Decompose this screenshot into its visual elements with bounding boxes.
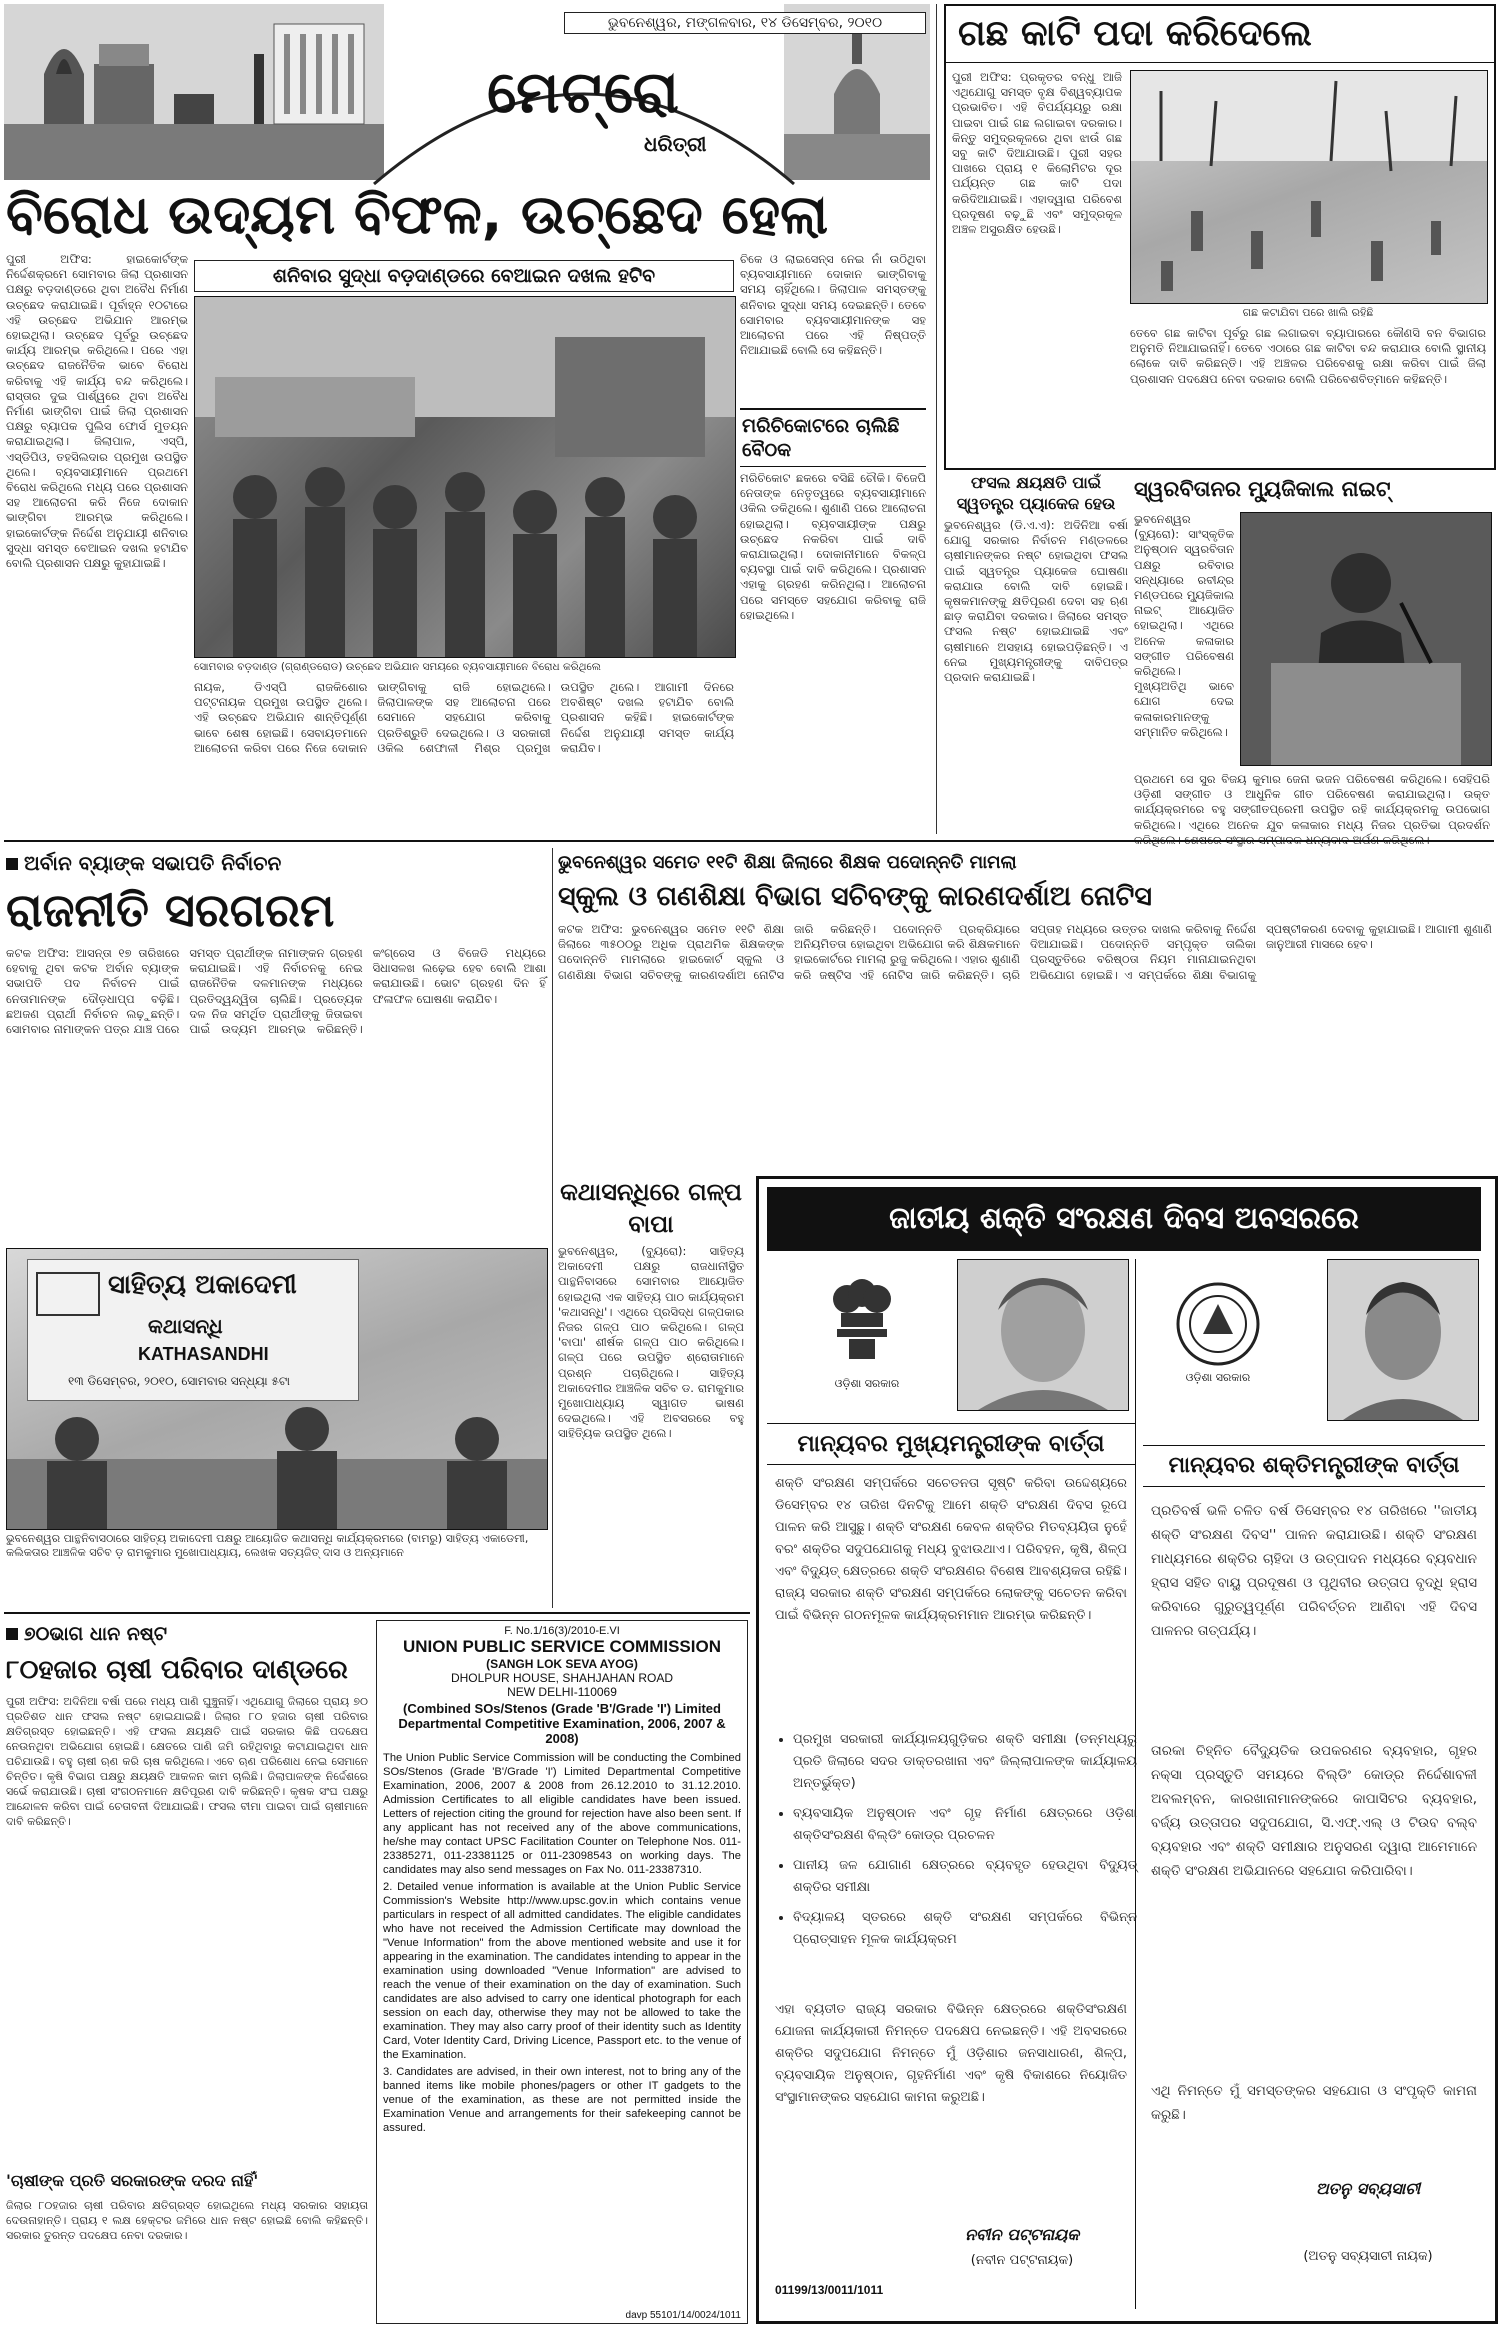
cm-bullets <box>775 1729 1137 1989</box>
paddy-text: ପୁରୀ ଅଫିସ: ଅଦିନିଆ ବର୍ଷା ପରେ ମଧ୍ୟ ପାଣି ଘୁଞ୍ଚୁନାହିଁ। ଏଥିଯୋଗୁ ଜିଲାରେ ପ୍ରାୟ ୭୦ ପ୍ରତିଶତ ଧାନ ଫସଲ ନଷ୍ଟ ହୋଇଯାଇଛି। ଜିଲାର ୮୦ ହଜାର ଚାଷୀ ପରିବାର କ୍ଷତିଗ୍ରସ୍ତ ହୋଇଛନ୍ତି। ଏହି ଫସଲ କ୍ଷୟକ୍ଷତି ପାଇଁ ସରକାର କିଛି ପଦକ୍ଷେପ ନେଉନଥିବା ଅଭିଯୋଗ ହୋଇଛି। କ୍ଷେତରେ ପାଣି ଜମି ରହିଥିବାରୁ କଟାଯାଇଥିବା ଧାନ ପଚିଯାଉଛି। ବହୁ ଚାଷୀ ଋଣ କରି ଚାଷ କରିଥିଲେ। ଏବେ ଋଣ ପରିଶୋଧ ନେଇ ସେମାନେ ଚିନ୍ତିତ। କୃଷି ବିଭାଗ ପକ୍ଷରୁ କ୍ଷୟକ୍ଷତି ଆକଳନ କାମ ଚାଲିଛି। ଜିଲାପାଳଙ୍କ ନିର୍ଦ୍ଦେଶରେ ସର୍ଭେ କରାଯାଉଛି। ଚାଷୀ ସଂଗଠନମାନେ କ୍ଷତିପୂରଣ ଦାବି କରିଛନ୍ତି। କୃଷକ ସଂଘ ପକ୍ଷରୁ ଆନ୍ଦୋଳନ କରିବା ପାଇଁ ଚେତାବନୀ ଦିଆଯାଇଛି। ଫସଲ ବୀମା ପାଇବା ପାଇଁ ଚାଷୀମାନେ ଦାବି କରିଛନ୍ତି। <box>6 1695 368 1828</box>
cm-photo <box>957 1259 1129 1411</box>
lead-photo-caption: ସୋମବାର ବଡ଼ଦାଣ୍ଡ (ଗ୍ରାଣ୍ଡରୋଡ) ଉଚ୍ଛେଦ ଅଭିଯାନ ସମୟରେ ବ୍ୟବସାୟୀମାନେ ବିରୋଧ କରିଥିଲେ <box>194 661 601 673</box>
masthead <box>4 4 930 180</box>
lead-subhead: ଶନିବାର ସୁଦ୍ଧା ବଡ଼ଦାଣ୍ଡରେ ବେଆଇନ ଦଖଲ ହଟିବ <box>194 260 734 292</box>
masthead-title: ମେଟ୍ରୋ <box>487 58 681 126</box>
upsc-notice <box>376 1620 748 2324</box>
minister-section <box>1143 1259 1485 2309</box>
sahitya-banner <box>27 1259 359 1401</box>
kathasandhi-headline: କଥାସନ୍ଧିରେ ଗଳ୍ପ ବାପା <box>560 1178 742 1238</box>
meeting-box <box>740 408 926 834</box>
cm-name: (ନବୀନ ପଟ୍ଟନାୟକ) <box>970 2253 1074 2268</box>
musical-headline: ସ୍ୱରବିତାନର ମ୍ୟୁଜିକାଲ ନାଇଟ୍ <box>1134 477 1391 501</box>
paddy-kicker: ୭୦ଭାଗ ଧାନ ନଷ୍ଟ <box>6 1620 368 1648</box>
lead-bottom-text: ନାୟକ, ଡିଏସ୍‌ପି ରାଜକିଶୋର ପଟ୍ଟନାୟକ ପ୍ରମୁଖ ଉପସ୍ଥିତ ଥିଲେ। ଏହି ଉଚ୍ଛେଦ ଅଭିଯାନ ଶାନ୍ତିପୂର୍ଣ୍ଣ ଭାବେ ଶେଷ ହୋଇଛି। ସେବାୟତମାନେ ଆଲୋଚନା କରିବା ପରେ ନିଜେ ଦୋକାନ ଭାଙ୍ଗିବାକୁ ରାଜି ହୋଇଥିଲେ। ଜିଲାପାଳଙ୍କ ସହ ଆଲୋଚନା ପରେ ସେମାନେ ସହଯୋଗ କରିବାକୁ ପ୍ରତିଶ୍ରୁତି ଦେଇଥିଲେ। ଓ ସରକାରୀ ଓକିଲ ଶେଫାଳୀ ମିଶ୍ର ପ୍ରମୁଖ ଉପସ୍ଥିତ ଥିଲେ। ଆଗାମୀ ଦିନରେ ଅବଶିଷ୍ଟ ଦଖଲ ହଟାଯିବ ବୋଲି ପ୍ରଶାସନ କହିଛି। ହାଇକୋର୍ଟଙ୍କ ନିର୍ଦ୍ଦେଶ ଅନୁଯାୟୀ ସମସ୍ତ କାର୍ଯ୍ୟ କରାଯିବ। <box>194 680 734 755</box>
cm-heading: ମାନ୍ୟବର ମୁଖ୍ୟମନ୍ତ୍ରୀଙ୍କ ବାର୍ତ୍ତା <box>767 1423 1135 1465</box>
energy-ad <box>756 1176 1498 2324</box>
cm-bullet: • ବିଦ୍ୟାଳୟ ସ୍ତରରେ ଶକ୍ତି ସଂରକ୍ଷଣ ସମ୍ପର୍କରେ ବିଭିନ୍ନ ପ୍ରୋତ୍ସାହନ ମୂଳକ କାର୍ଯ୍ୟକ୍ରମ <box>793 1907 1137 1951</box>
urban-bank-headline: ରାଜନୀତି ସରଗରମ <box>6 883 335 937</box>
kathasandhi-text: ଭୁବନେଶ୍ୱର, (ବ୍ୟୁରୋ): ସାହିତ୍ୟ ଅକାଦେମୀ ପକ୍ଷରୁ ରାଜଧାନୀସ୍ଥିତ ପାନ୍ଥନିବାସରେ ସୋମବାର ଆୟୋଜିତ ହୋଇଥିଲା ଏକ ସାହିତ୍ୟ ପାଠ କାର୍ଯ୍ୟକ୍ରମ 'କଥାସନ୍ଧି'। ଏଥିରେ ପ୍ରସିଦ୍ଧ ଗଳ୍ପକାର ନିଜର ଗଳ୍ପ ପାଠ କରିଥିଲେ। ଗଳ୍ପ 'ବାପା' ଶୀର୍ଷକ ଗଳ୍ପ ପାଠ କରିଥିଲେ। ଗଳ୍ପ ପରେ ଉପସ୍ଥିତ ଶ୍ରୋତାମାନେ ପ୍ରଶ୍ନ ପଚାରିଥିଲେ। ସାହିତ୍ୟ ଅକାଦେମୀର ଆଞ୍ଚଳିକ ସଚିବ ଡ. ରାମକୁମାର ମୁଖୋପାଧ୍ୟାୟ ସ୍ୱାଗତ ଭାଷଣ ଦେଇଥିଲେ। ଏହି ଅବସରରେ ବହୁ ସାହିତ୍ୟିକ ଉପସ୍ଥିତ ଥିଲେ। <box>558 1244 744 1441</box>
cm-section <box>767 1259 1136 2309</box>
upsc-p3: 3. Candidates are advised, in their own interest, not to bring any of the banned items like mobile phones/pagers or other IT gadgets to the venue of the examination, as these are not permitted inside the Examination Venue and arrangements for their safekeeping cannot be assured. <box>383 2066 741 2134</box>
teachers-text: କଟକ ଅଫିସ: ଭୁବନେଶ୍ୱର ସମେତ ୧୧ଟି ଶିକ୍ଷା ଜିଲାରେ ୩୫୦୦ରୁ ଅଧିକ ପ୍ରାଥମିକ ଶିକ୍ଷକଙ୍କ ପଦୋନ୍ନତି ମାମଲାରେ ହାଇକୋର୍ଟ ସ୍କୁଲ ଓ ଗଣଶିକ୍ଷା ବିଭାଗ ସଚିବଙ୍କୁ କାରଣଦର୍ଶାଅ ନୋଟିସ ଜାରି କରିଛନ୍ତି। ପଦୋନ୍ନତି ପ୍ରକ୍ରିୟାରେ ଅନିୟମିତତା ହୋଇଥିବା ଅଭିଯୋଗ କରି ଶିକ୍ଷକମାନେ ହାଇକୋର୍ଟରେ ମାମଲା ରୁଜୁ କରିଥିଲେ। ଏହାର ଶୁଣାଣି କରି ଜଷ୍ଟିସ ଏହି ନୋଟିସ ଜାରି କରିଛନ୍ତି। ଚାରି ସପ୍ତାହ ମଧ୍ୟରେ ଉତ୍ତର ଦାଖଲ କରିବାକୁ ନିର୍ଦ୍ଦେଶ ଦିଆଯାଇଛି। ପଦୋନ୍ନତି ସମ୍ପୃକ୍ତ ତାଲିକା ପ୍ରସ୍ତୁତିରେ ବରିଷ୍ଠତା ନିୟମ ମାନାଯାଇନଥିବା ଅଭିଯୋଗ ହୋଇଛି। ଏ ସମ୍ପର୍କରେ ଶିକ୍ଷା ବିଭାଗକୁ ସ୍ପଷ୍ଟୀକରଣ ଦେବାକୁ କୁହାଯାଇଛି। ଆଗାମୀ ଶୁଣାଣି ଜାନୁଆରୀ ମାସରେ ହେବ। <box>558 922 1492 982</box>
cm-portrait-image <box>958 1260 1128 1410</box>
lead-col-right: ଚିକେ ଓ ଲାଇସେନ୍ସ ନେଇ ନାଁ ଉଠିଥିବା ବ୍ୟବସାୟୀମାନେ ଦୋକାନ ଭାଙ୍ଗିବାକୁ ସମୟ ଚାହିଁଥିଲେ। ଜିଲାପାଳ ସମସ୍ତଙ୍କୁ ଶନିବାର ସୁଦ୍ଧା ସମୟ ଦେଇଛନ୍ତି। ତେବେ ସୋମବାର ବ୍ୟବସାୟୀମାନଙ୍କ ସହ ଆଲୋଚନା ପରେ ଏହି ନିଷ୍ପତ୍ତି ନିଆଯାଇଛି ବୋଲି ସେ କହିଛନ୍ତି। <box>740 252 926 358</box>
energy-ad-banner: ଜାତୀୟ ଶକ୍ତି ସଂରକ୍ଷଣ ଦିବସ ଅବସରରେ <box>767 1187 1481 1251</box>
upsc-title: UNION PUBLIC SERVICE COMMISSION <box>403 1637 721 1656</box>
dateline: ଭୁବନେଶ୍ୱର, ମଙ୍ଗଳବାର, ୧୪ ଡିସେମ୍ବର, ୨୦୧୦ <box>564 12 926 34</box>
lead-headline: ବିରୋଧ ଉଦ୍ୟମ ବିଫଳ, ଉଚ୍ଛେଦ ହେଲା <box>6 183 829 246</box>
upsc-sub2: DHOLPUR HOUSE, SHAHJAHAN ROAD <box>450 1671 674 1685</box>
trees-text: ପୁରୀ ଅଫିସ: ପ୍ରକୃତର ବନ୍ଧୁ ଆଜି ଏଥିଯୋଗୁ ସମସ୍ତ ବୃକ୍ଷ ବିଶ୍ୱବ୍ୟାପକ ପ୍ରଭାବିତ। ଏହି ବିପର୍ଯ୍ୟୟରୁ ରକ୍ଷା ପାଇବା ପାଇଁ ଗଛ ଲଗାଇବା ଦରକାର। କିନ୍ତୁ ସମୁଦ୍ରକୂଳରେ ଥିବା ଝାଉଁ ଗଛ ସବୁ କାଟି ଦିଆଯାଉଛି। ପୁରୀ ସହର ପାଖରେ ପ୍ରାୟ ୧ କିଲୋମିଟର ଦୂର ପର୍ଯ୍ୟନ୍ତ ଗଛ କାଟି ପଦା କରିଦିଆଯାଇଛି। ଏହାଦ୍ୱାରା ପରିବେଶ ପ୍ରଦୂଷଣ ବଢ଼ୁଛି ଏବଂ ସମୁଦ୍ରକୂଳ ଅଞ୍ଚଳ ଅସୁରକ୍ଷିତ ହେଉଛି। <box>952 70 1122 237</box>
square-bullet-icon <box>6 1628 18 1640</box>
trees-box <box>944 4 1496 470</box>
paddy-text2: ଜିଲାର ୮୦ହଜାର ଚାଷୀ ପରିବାର କ୍ଷତିଗ୍ରସ୍ତ ହୋଇଥିଲେ ମଧ୍ୟ ସରକାର ସହାୟତା ଦେଉନାହାନ୍ତି। ପ୍ରାୟ ୧ ଲକ୍ଷ ହେକ୍ଟର ଜମିରେ ଧାନ ନଷ୍ଟ ହୋଇଛି ବୋଲି କହିଛନ୍ତି। ସରକାର ତୁରନ୍ତ ପଦକ୍ଷେପ ନେବା ଦରକାର। <box>6 2199 368 2242</box>
upsc-p1: The Union Public Service Commission will be conducting the Combined SOs/Stenos (Grade 'B'/Grade 'I') Limited Departmental Competitive Examination, 2006, 2007 & 2008 from 26.12.2010 to 31.12.2010. Admission Certificates to all eligible candidates have been issued. Letters of rejection citing the ground for rejection have also been sent. If any applicant has not received any of the above communications, he/she may contact UPSC Facilitation Counter on Telephone Nos. 011-23385271, 011-23381125 or 011-23098543 on working days. The candidates may also send messages on Fax No. 011-23387310. <box>383 1752 741 1876</box>
sahitya-banner-en: KATHASANDHI <box>138 1344 269 1364</box>
package-box <box>944 472 1128 832</box>
sahitya-banner-title: ସାହିତ୍ୟ ଅକାଦେମୀ <box>108 1270 297 1300</box>
urban-bank-text: କଟକ ଅଫିସ: ଆସନ୍ତା ୧୭ ତାରିଖରେ ହେବାକୁ ଥିବା କଟକ ଅର୍ବାନ ବ୍ୟାଙ୍କ ସଭାପତି ପଦ ନିର୍ବାଚନ ପାଇଁ ନେତାମାନଙ୍କ ଦୌଡ଼ଧାପ୍ପ ବଢ଼ିଛି। ଛଅଜଣ ପ୍ରାର୍ଥୀ ନିର୍ବାଚନ ଲଢ଼ୁଛନ୍ତି। ସୋମବାର ନାମାଙ୍କନ ପତ୍ର ଯାଞ୍ଚ ପରେ ସମସ୍ତ ପ୍ରାର୍ଥୀଙ୍କ ନାମାଙ୍କନ ଗ୍ରହଣ କରାଯାଇଛି। ଏହି ନିର୍ବାଚନକୁ ନେଇ ରାଜନୈତିକ ଦଳମାନଙ୍କ ମଧ୍ୟରେ ପ୍ରତିଦ୍ୱନ୍ଦ୍ୱିତା ଚାଲିଛି। ପ୍ରତ୍ୟେକ ଦଳ ନିଜ ସମର୍ଥିତ ପ୍ରାର୍ଥୀଙ୍କୁ ଜିତାଇବା ପାଇଁ ଉଦ୍ୟମ ଆରମ୍ଭ କରିଛନ୍ତି। କଂଗ୍ରେସ ଓ ବିଜେଡି ମଧ୍ୟରେ ସିଧାସଳଖ ଲଢ଼େଇ ହେବ ବୋଲି ଆଶା କରାଯାଉଛି। ଭୋଟ ଗ୍ରହଣ ଦିନ ହିଁ ଫଳାଫଳ ଘୋଷଣା କରାଯିବ। <box>6 946 546 1037</box>
minister-p2: ତାରକା ଚିହ୍ନିତ ବୈଦ୍ୟୁତିକ ଉପକରଣର ବ୍ୟବହାର, ଗୃହର ନକ୍ସା ପ୍ରସ୍ତୁତି ସମୟରେ ବିଲ୍ଡିଂ କୋଡ୍‌ର ନିର୍ଦ୍ଦେଶାବଳୀ ଅବଲମ୍ବନ, କାରଖାନାମାନଙ୍କରେ କାପାସିଟର ବ୍ୟବହାର, ବର୍ଜ୍ୟ ଉତ୍ତାପର ସଦୁପଯୋଗ, ସି.ଏଫ୍.ଏଲ୍ ଓ ଟିଉବ ବଲ୍‌ବ ବ୍ୟବହାର ଏବଂ ଶକ୍ତି ସମୀକ୍ଷାର ଅନୁସରଣ ଦ୍ୱାରା ଆମେମାନେ ଶକ୍ତି ସଂରକ୍ଷଣ ଅଭିଯାନରେ ସହଯୋଗ କରିପାରିବା। <box>1151 1743 1477 1879</box>
cm-outro: ଏହା ବ୍ୟତୀତ ରାଜ୍ୟ ସରକାର ବିଭିନ୍ନ କ୍ଷେତ୍ରରେ ଶକ୍ତିସଂରକ୍ଷଣ ଯୋଜନା କାର୍ଯ୍ୟକାରୀ ନିମନ୍ତେ ପଦକ୍ଷେପ ନେଇଛନ୍ତି। ଏହି ଅବସରରେ ଶକ୍ତିର ସଦୁପଯୋଗ ନିମନ୍ତେ ମୁଁ ଓଡ଼ିଶାର ଜନସାଧାରଣ, ଶିଳ୍ପ, ବ୍ୟବସାୟିକ ଅନୁଷ୍ଠାନ, ଗୃହନିର୍ମାଣ ଏବଂ କୃଷି ବିକାଶରେ ନିୟୋଜିତ ସଂସ୍ଥାମାନଙ୍କର ସହଯୋଗ କାମନା କରୁଅଛି। <box>775 2002 1127 2105</box>
cm-signature: ନବୀନ ପଟ୍ଟନାୟକ <box>964 2225 1080 2244</box>
upsc-p2: 2. Detailed venue information is available at the Union Public Service Commission's Website http://www.upsc.gov.in which contains venue particulars in respect of all admitted candidates. The eligible candidates who have not received the Admission Certificate may download the "Venue Information" from the above mentioned website and use it for appearing in the examination. The candidates intending to appear in the examination using downloaded "Venue Information" are advised to reach the venue of their examination on the day of examination. Such candidates are also advised to carry one identical photograph for each session on each day, otherwise they may not be allowed to take the examination. They may also carry proof of their identity such as Identity Card, Voter Identity Card, Driving Licence, Passport etc. to the venue of the Examination. <box>383 1881 741 2061</box>
sahitya-banner-date: ୧୩ ଡିସେମ୍ବର, ୨୦୧୦, ସୋମବାର ସନ୍ଧ୍ୟା ୫ଟା <box>68 1374 290 1388</box>
cm-bullet: • ପ୍ରମୁଖ ସରକାରୀ କାର୍ଯ୍ୟାଳୟଗୁଡ଼ିକର ଶକ୍ତି ସମୀକ୍ଷା (ତନ୍ମଧ୍ୟରୁ ପ୍ରତି ଜିଲାରେ ସଦର ଡାକ୍ତରଖାନା ଏବଂ ଜିଲ୍ଲାପାଳଙ୍କ କାର୍ଯ୍ୟାଳୟ ଅନ୍ତର୍ଭୁକ୍ତ) <box>793 1729 1137 1795</box>
upsc-ref: F. No.1/16(3)/2010-E.VI <box>504 1625 620 1637</box>
minister-name: (ଅତନୁ ସବ୍ୟସାଚୀ ନାୟକ) <box>1303 2249 1433 2264</box>
cm-bullet: • ପାନୀୟ ଜଳ ଯୋଗାଣ କ୍ଷେତ୍ରରେ ବ୍ୟବହୃତ ହେଉଥିବା ବିଦ୍ୟୁତ୍ ଶକ୍ତିର ସମୀକ୍ଷା <box>793 1855 1137 1899</box>
trees-bottom-text: ତେବେ ଗଛ କାଟିବା ପୂର୍ବରୁ ଗଛ ଲଗାଇବା ବ୍ୟାପାରରେ କୌଣସି ବନ ବିଭାଗର ଅନୁମତି ନିଆଯାଇନାହିଁ। ତେବେ ଏଠାରେ ଗଛ କାଟିବା ବନ୍ଦ କରାଯାଉ ବୋଲି ସ୍ଥାନୀୟ ଲୋକେ ଦାବି କରିଛନ୍ତି। ଏହି ଅଞ୍ଚଳର ପରିବେଶକୁ ରକ୍ଷା କରିବା ପାଇଁ ଜିଲା ପ୍ରଶାସନ ପଦକ୍ଷେପ ନେବା ଦରକାର ବୋଲି ପରିବେଶବିତ୍‌ମାନେ କହିଛନ୍ତି। <box>1130 326 1486 386</box>
minister-p3: ଏଥି ନିମନ୍ତେ ମୁଁ ସମସ୍ତଙ୍କର ସହଯୋଗ ଓ ସଂପୃକ୍ତି କାମନା କରୁଛି। <box>1151 2083 1477 2123</box>
teachers-kicker: ଭୁବନେଶ୍ୱର ସମେତ ୧୧ଟି ଶିକ୍ଷା ଜିଲାରେ ଶିକ୍ଷକ ପଦୋନ୍ନତି ମାମଲା <box>558 852 1017 873</box>
upsc-exam: (Combined SOs/Stenos (Grade 'B'/Grade 'I') Limited Departmental Competitive Examination, 2006, 2007 & 2008) <box>398 1701 726 1746</box>
govt-label: ଓଡ଼ିଶା ସରକାର <box>834 1377 900 1390</box>
musical-box <box>1134 472 1492 832</box>
minister-heading: ମାନ୍ୟବର ଶକ୍ତିମନ୍ତ୍ରୀଙ୍କ ବାର୍ତ୍ତା <box>1143 1445 1485 1487</box>
minister-signature: ଅତନୁ ସବ୍ୟସାଚୀ <box>1315 2179 1421 2198</box>
meeting-text: ମରିଚିକୋଟ ଛକରେ ବସିଛି ଚୌକି। ବିଜେପି ନେତାଙ୍କ ନେତୃତ୍ୱରେ ବ୍ୟବସାୟୀମାନେ ଓକିଲ ଡକିଥିଲେ। ଶୁଣାଣି ପରେ ଆଲୋଚନା ହୋଇଥିଲା। ବ୍ୟବସାୟୀଙ୍କ ପକ୍ଷରୁ ଉଚ୍ଛେଦ ନକରିବା ପାଇଁ ଦାବି କରାଯାଇଥିଲା। ଦୋକାନୀମାନେ ବିକଳ୍ପ ବ୍ୟବସ୍ଥା ପାଇଁ ଦାବି କରିଥିଲେ। ପ୍ରଶାସନ ଏହାକୁ ଗ୍ରହଣ କରିନଥିଲା। ଆଲୋଚନା ପରେ ସମସ୍ତେ ସହଯୋଗ କରିବାକୁ ରାଜି ହୋଇଥିଲେ। <box>740 471 926 622</box>
cm-intro: ଶକ୍ତି ସଂରକ୍ଷଣ ସମ୍ପର୍କରେ ସଚେତନତା ସୃଷ୍ଟି କରିବା ଉଦ୍ଦେଶ୍ୟରେ ଡିସେମ୍ବର ୧୪ ତାରିଖ ଦିନଟିକୁ ଆମେ ଶକ୍ତି ସଂରକ୍ଷଣ ଦିବସ ରୂପେ ପାଳନ କରି ଆସୁଛୁ। ଶକ୍ତି ସଂରକ୍ଷଣ କେବଳ ଶକ୍ତିର ମିତବ୍ୟୟିତା ନୁହେଁ ବରଂ ଶକ୍ତିର ସଦୁପଯୋଗକୁ ମଧ୍ୟ ବୁଝାଉଥାଏ। ପରିବହନ, କୃଷି, ଶିଳ୍ପ ଏବଂ ବିଦ୍ୟୁତ୍ କ୍ଷେତ୍ରରେ ଶକ୍ତି ସଂରକ୍ଷଣର ବିଶେଷ ଆବଶ୍ୟକତା ରହିଛି। ରାଜ୍ୟ ସରକାର ଶକ୍ତି ସଂରକ୍ଷଣ ସମ୍ପର୍କରେ ଲୋକଙ୍କୁ ସଚେତନ କରିବା ପାଇଁ ବିଭିନ୍ନ ଗଠନମୂଳକ କାର୍ଯ୍ୟକ୍ରମମାନ ଆରମ୍ଭ କରିଛନ୍ତି। <box>775 1476 1127 1623</box>
paddy-quote: 'ଚାଷୀଙ୍କ ପ୍ରତି ସରକାରଙ୍କ ଦରଦ ନାହିଁ' <box>6 2171 259 2190</box>
ashoka-emblem-icon <box>827 1269 897 1379</box>
sahitya-caption: ଭୁବନେଶ୍ୱର ପାନ୍ଥନିବାସଠାରେ ସାହିତ୍ୟ ଅକାଦେମୀ ପକ୍ଷରୁ ଆୟୋଜିତ କଥାସନ୍ଧି କାର୍ଯ୍ୟକ୍ରମରେ (ବାମରୁ) ସାହିତ୍ୟ ଏକାଡେମୀ, କଲିକତାର ଆଞ୍ଚଳିକ ସଚିବ ଡ଼ ରାମକୁମାର ମୁଖୋପାଧ୍ୟାୟ, ଲେଖକ ସତ୍ୟଜିତ୍ ଦାସ ଓ ଅନ୍ୟମାନେ <box>6 1532 529 1559</box>
sahitya-photo <box>6 1248 548 1530</box>
sahitya-logo-icon <box>36 1272 100 1316</box>
upsc-sub1: (SANGH LOK SEVA AYOG) <box>486 1657 638 1671</box>
upsc-sub3: NEW DELHI-110069 <box>507 1685 617 1699</box>
minister-p1: ପ୍ରତିବର୍ଷ ଭଳି ଚଳିତ ବର୍ଷ ଡିସେମ୍ବର ୧୪ ତାରିଖରେ ''ଜାତୀୟ ଶକ୍ତି ସଂରକ୍ଷଣ ଦିବସ'' ପାଳନ କରାଯାଉଛି। ଶକ୍ତି ସଂରକ୍ଷଣ ମାଧ୍ୟମରେ ଶକ୍ତିର ଚାହିଦା ଓ ଉତ୍ପାଦନ ମଧ୍ୟରେ ବ୍ୟବଧାନ ହ୍ରାସ ସହିତ ବାୟୁ ପ୍ରଦୂଷଣ ଓ ପୃଥିବୀର ଉତ୍ତାପ ବୃଦ୍ଧି ହ୍ରାସ କରିବାରେ ଗୁରୁତ୍ୱପୂର୍ଣ୍ଣ ପରିବର୍ତ୍ତନ ଆଣିବା ଏହି ଦିବସ ପାଳନର ତାତ୍ପର୍ଯ୍ୟ। <box>1151 1503 1477 1639</box>
emblem2-label: ଓଡ଼ିଶା ସରକାର <box>1185 1371 1251 1384</box>
singer-image <box>1241 513 1491 765</box>
urban-bank-kicker: ଅର୍ବାନ ବ୍ୟାଙ୍କ ସଭାପତି ନିର୍ବାଚନ <box>6 848 546 878</box>
upsc-footer: davp 55101/14/0024/1011 <box>625 2310 741 2321</box>
cm-bullet: • ବ୍ୟବସାୟିକ ଅନୁଷ୍ଠାନ ଏବଂ ଗୃହ ନିର୍ମାଣ କ୍ଷେତ୍ରରେ ଓଡ଼ିଶା ଶକ୍ତିସଂରକ୍ଷଣ ବିଲ୍ଡିଂ କୋଡ୍‌ର ପ୍ରଚଳନ <box>793 1803 1137 1847</box>
lead-col1: ପୁରୀ ଅଫିସ: ହାଇକୋର୍ଟଙ୍କ ନିର୍ଦ୍ଦେଶକ୍ରମେ ସୋମବାର ଜିଲା ପ୍ରଶାସନ ପକ୍ଷରୁ ବଡ଼ଦାଣ୍ଡରେ ଥିବା ଅବୈଧ ନିର୍ମାଣ ଉଚ୍ଛେଦ କରାଯାଇଛି। ପୂର୍ବାହ୍ନ ୧୦ଟାରେ ଏହି ଉଚ୍ଛେଦ ଅଭିଯାନ ଆରମ୍ଭ ହୋଇଥିଲା। ଉଚ୍ଛେଦ ପୂର୍ବରୁ ଉଚ୍ଛେଦ କାର୍ଯ୍ୟ ଆରମ୍ଭ କରିଥିଲେ। ପରେ ଏହା ଉଚ୍ଛେଦ ରାଜନୈତିକ ଭାବେ ବିରୋଧ କରିବାକୁ ଏହି କାର୍ଯ୍ୟ ବନ୍ଦ କରିଥିଲେ। ରାସ୍ତାର ଦୁଇ ପାର୍ଶ୍ୱରେ ଥିବା ଅବୈଧ ନିର୍ମାଣ ଭାଙ୍ଗିବା ପାଇଁ ଜିଲା ପ୍ରଶାସନ ପକ୍ଷରୁ ବ୍ୟାପକ ପୁଲିସ ଫୋର୍ସ ମୁତୟନ କରାଯାଇଥିଲା। ଜିଲାପାଳ, ଏସ୍‌ପି, ଏସ୍‌ଡିପିଓ, ତହସିଲଦାର ପ୍ରମୁଖ ଉପସ୍ଥିତ ଥିଲେ। ବ୍ୟବସାୟୀମାନେ ପ୍ରଥମେ ବିରୋଧ କରିଥିଲେ ମଧ୍ୟ ପରେ ପ୍ରଶାସନ ସହ ଆଲୋଚନା କରି ନିଜେ ଦୋକାନ ଭାଙ୍ଗିବା ଆରମ୍ଭ କରିଥିଲେ। ହାଇକୋର୍ଟଙ୍କ ନିର୍ଦ୍ଦେଶ ଅନୁଯାୟୀ ଶନିବାର ସୁଦ୍ଧା ସମସ୍ତ ବେଆଇନ ଦଖଲ ହଟାଯିବ ବୋଲି ପ୍ରଶାସନ ପକ୍ଷରୁ କୁହାଯାଇଛି। <box>6 252 188 571</box>
sahitya-banner-sub: କଥାସନ୍ଧି <box>148 1314 223 1338</box>
temple-skyline-image <box>4 4 384 180</box>
teachers-headline: ସ୍କୁଲ ଓ ଗଣଶିକ୍ଷା ବିଭାଗ ସଚିବଙ୍କୁ କାରଣଦର୍ଶାଅ ନୋଟିସ <box>558 881 1152 912</box>
meeting-headline: ମରିଚିକୋଟରେ ଚାଲିଛି ବୈଠକ <box>740 410 926 467</box>
trees-photo-caption: ଗଛ କଟାଯିବା ପରେ ଖାଲି ରହିଛି <box>1242 306 1374 319</box>
speakers-image <box>7 1399 547 1529</box>
cut-trees-image <box>1131 71 1487 303</box>
ad-code: 01199/13/0011/1011 <box>775 2283 884 2297</box>
lead-photo <box>194 296 736 658</box>
package-headline: ଫସଲ କ୍ଷୟକ୍ଷତି ପାଇଁ ସ୍ୱତନ୍ତ୍ର ପ୍ୟାକେଜ ହେଉ <box>956 473 1116 513</box>
musical-photo <box>1240 512 1492 766</box>
minister-portrait-image <box>1328 1260 1478 1420</box>
masthead-subtitle: ଧରିତ୍ରୀ <box>644 132 707 156</box>
musical-bottom-text: ପ୍ରଥମେ ସେ ସୁର ବିଜୟ କୁମାର ଜେନା ଭଜନ ପରିବେଷଣ କରିଥିଲେ। ସେହିପରି ଓଡ଼ିଶୀ ସଙ୍ଗୀତ ଓ ଆଧୁନିକ ଗୀତ ପରିବେଷଣ କରାଯାଇଥିଲା। ଉକ୍ତ କାର୍ଯ୍ୟକ୍ରମରେ ବହୁ ସଙ୍ଗୀତପ୍ରେମୀ ଉପସ୍ଥିତ ରହି କାର୍ଯ୍ୟକ୍ରମକୁ ଉପଭୋଗ କରିଥିଲେ। ଏଥିରେ ଅନେକ ଯୁବ କଳାକାର ମଧ୍ୟ ନିଜର ପ୍ରତିଭା ପ୍ରଦର୍ଶନ <box>1134 772 1490 832</box>
square-bullet-icon <box>6 858 18 870</box>
trees-headline: ଗଛ କାଟି ପଦା କରିଦେଲେ <box>946 6 1494 63</box>
minister-photo <box>1327 1259 1479 1421</box>
musical-text: ଭୁବନେଶ୍ୱର (ବ୍ୟୁରୋ): ସାଂସ୍କୃତିକ ଅନୁଷ୍ଠାନ ସ୍ୱରବିତାନ ପକ୍ଷରୁ ରବିବାର ସନ୍ଧ୍ୟାରେ ରବୀନ୍ଦ୍ର ମଣ୍ଡପରେ ମ୍ୟୁଜିକାଲ ନାଇଟ୍ ଆୟୋଜିତ ହୋଇଥିଲା। ଏଥିରେ ଅନେକ କଳାକାର ସଙ୍ଗୀତ ପରିବେଷଣ କରିଥିଲେ। ମୁଖ୍ୟଅତିଥି ଭାବେ ଯୋଗ ଦେଇ କଳାକାରମାନଙ୍କୁ ସମ୍ମାନିତ କରିଥିଲେ। <box>1134 512 1234 739</box>
trees-photo <box>1130 70 1488 304</box>
paddy-headline: ୮୦ହଜାର ଚାଷୀ ପରିବାର ଦାଣ୍ଡରେ <box>6 1655 348 1685</box>
package-text: ଭୁବନେଶ୍ୱର (ଡି.ଏ.ଏ): ଅଦିନିଆ ବର୍ଷା ଯୋଗୁ ସରକାର ନିର୍ବାଚନ ମଣ୍ଡଳରେ ଚାଷୀମାନଙ୍କର ନଷ୍ଟ ହୋଇଥିବା ଫସଲ ପାଇଁ ସ୍ୱତନ୍ତ୍ର ପ୍ୟାକେଜ ଘୋଷଣା କରାଯାଉ ବୋଲି ଦାବି ହୋଇଛି। କୃଷକମାନଙ୍କୁ କ୍ଷତିପୂରଣ ଦେବା ସହ ଋଣ ଛାଡ଼ କରାଯିବା ଦରକାର। ଜିଲାରେ ସମସ୍ତ ଫସଲ ନଷ୍ଟ ହୋଇଯାଇଛି ଏବଂ ଚାଷୀମାନେ ଅସହାୟ ହୋଇପଡ଼ିଛନ୍ତି। ଏ ନେଇ ମୁଖ୍ୟମନ୍ତ୍ରୀଙ୍କୁ ଦାବିପତ୍ର ପ୍ରଦାନ କରାଯାଇଛି। <box>944 518 1128 685</box>
crowd-bulldozer-image <box>195 297 735 657</box>
kathasandhi-box <box>558 1176 744 1606</box>
odisha-emblem-icon <box>1173 1279 1263 1379</box>
